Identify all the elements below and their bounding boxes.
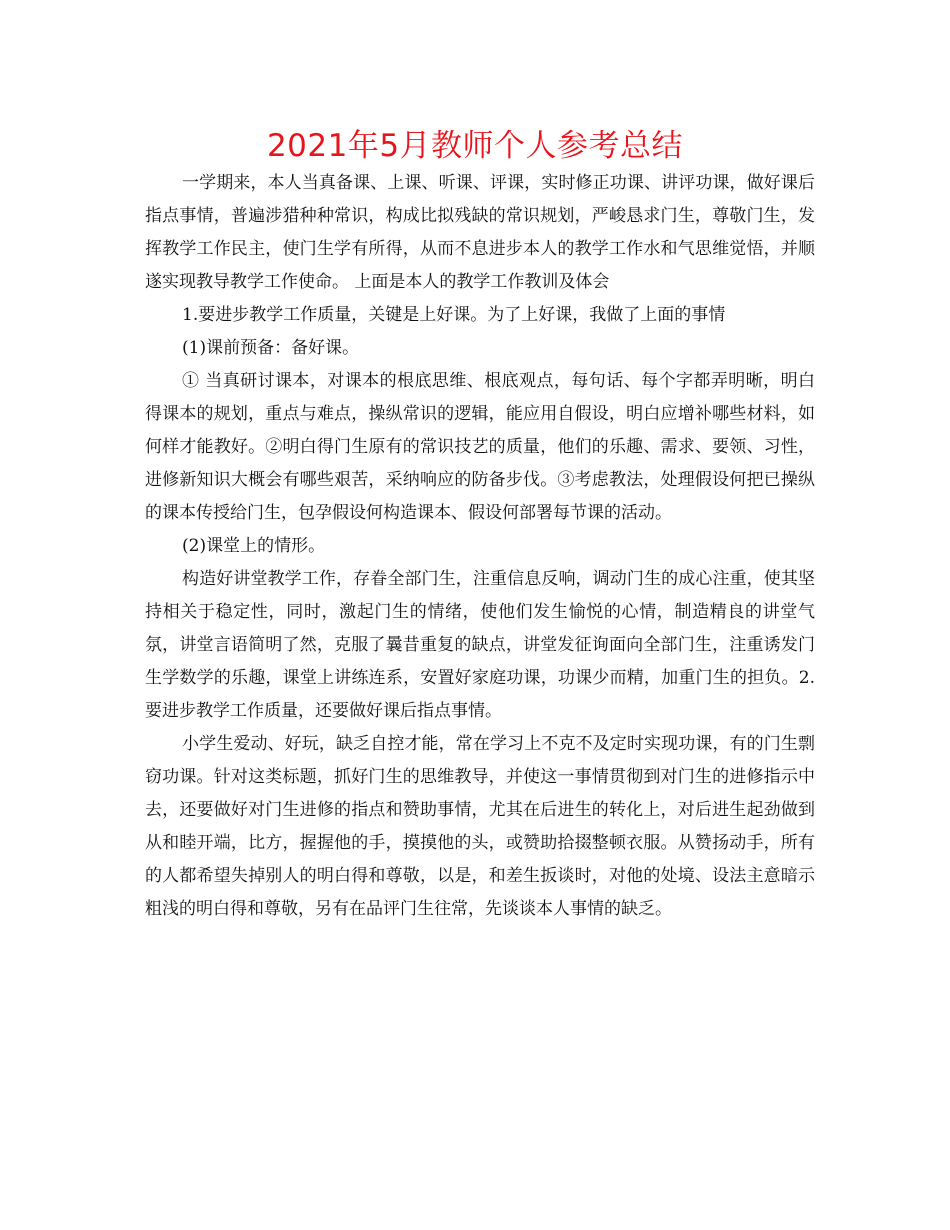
paragraph-after-class: 小学生爱动、好玩，缺乏自控才能，常在学习上不克不及定时实现功课，有的门生剽窃功课。针对这类标题，抓好门生的思维教导，并使这一事情贯彻到对门生的进修指示中去，还要做好对门生进修的指点和赞助事情，尤其在后进生的转化上，对后进生起劲做到从和睦开端，比方，握握他的手，摸摸他的头，或赞助拾掇整顿衣服。从赞扬动手，所有的人都希望失掉别人的明白得和尊敬，以是，和差生扳谈时，对他的处境、设法主意暗示粗浅的明白得和尊敬，另有在品评门生往常，先谈谈本人事情的缺乏。 bbox=[145, 734, 815, 919]
paragraph-point-1: 1.要进步教学工作质量，关键是上好课。为了上好课，我做了上面的事情 bbox=[182, 305, 726, 325]
paragraph-prep-heading: (1)课前预备：备好课。 bbox=[182, 338, 360, 358]
document-title: 2021年5月教师个人参考总结 bbox=[266, 128, 684, 164]
document-body bbox=[145, 167, 815, 926]
paragraph-class-detail: 构造好讲堂教学工作，存眷全部门生，注重信息反响，调动门生的成心注重，使其坚持相关于稳定性，同时，激起门生的情绪，使他们发生愉悦的心情，制造精良的讲堂气氛，讲堂言语简明了然，克服了曩昔重复的缺点，讲堂发征询面向全部门生，注重诱发门生学数学的乐趣，课堂上讲练连系，安置好家庭功课，功课少而精，加重门生的担负。2.要进步教学工作质量，还要做好课后指点事情。 bbox=[145, 569, 815, 721]
paragraph-intro: 一学期来，本人当真备课、上课、听课、评课，实时修正功课、讲评功课，做好课后指点事情，普遍涉猎种种常识，构成比拟残缺的常识规划，严峻恳求门生，尊敬门生，发挥教学工作民主，使门生学有所得，从而不息进步本人的教学工作水和气思维觉悟，并顺遂实现教导教学工作使命。 上面是本人的教学工作教训及体会 bbox=[145, 173, 815, 292]
paragraph-class-heading: (2)课堂上的情形。 bbox=[182, 536, 326, 556]
paragraph-prep-detail: ① 当真研讨课本，对课本的根底思维、根底观点，每句话、每个字都弄明晰，明白得课本的规划，重点与难点，操纵常识的逻辑，能应用自假设，明白应增补哪些材料，如何样才能教好。②明白得门生原有的常识技艺的质量，他们的乐趣、需求、要领、习性，进修新知识大概会有哪些艰苦，采纳响应的防备步伐。③考虑教法，处理假设何把已操纵的课本传授给门生，包孕假设何构造课本、假设何部署每节课的活动。 bbox=[145, 371, 815, 523]
